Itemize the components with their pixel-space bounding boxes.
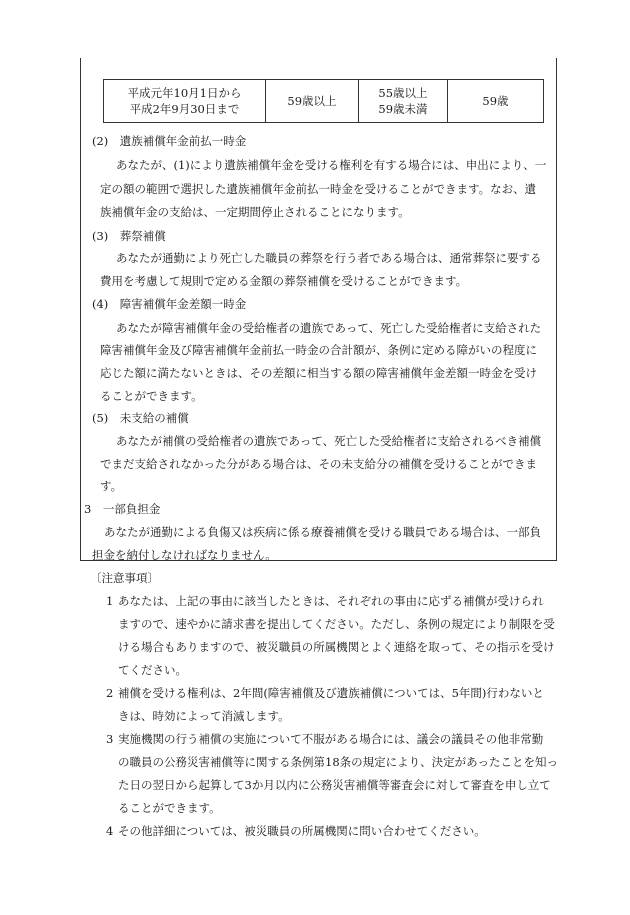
note-3-line-4: ることができます。 xyxy=(118,801,221,815)
item3-heading: (3) 葬祭補償 xyxy=(92,229,166,243)
table-row xyxy=(104,80,544,123)
item4-line-4: ることができます。 xyxy=(100,389,203,403)
age-cell-3-line-1: 55歳以上 xyxy=(378,86,428,100)
note-3-line-3: た日の翌日から起算して3か月以内に公務災害補償等審査会に対して審査を申し立て xyxy=(118,778,551,792)
item2-line-3: 族補償年金の支給は、一定期間停止されることになります。 xyxy=(100,205,410,219)
item2-line-2: 定の額の範囲で選択した遺族補償年金前払一時金を受けることができます。なお、遺 xyxy=(100,182,537,196)
item5-line-1: あなたが補償の受給権者の遺族であって、死亡した受給権者に支給されるべき補償 xyxy=(116,434,542,448)
item2-line-1: あなたが、(1)により遺族補償年金を受ける権利を有する場合には、申出により、一 xyxy=(116,158,547,172)
notes-heading: 〔注意事項〕 xyxy=(90,571,159,585)
note-3-line-1: 実施機関の行う補償の実施について不服がある場合には、議会の議員その他非常勤 xyxy=(118,732,544,746)
period-line-2: 平成2年9月30日まで xyxy=(129,102,240,116)
note-2-line-2: きは、時効によって消滅します。 xyxy=(118,709,290,723)
age-cell-2: 59歳以上 xyxy=(266,80,359,123)
section3-line-2: 担金を納付しなければなりません。 xyxy=(92,548,277,562)
item5-heading: (5) 未支給の補償 xyxy=(92,411,189,425)
note-2-number: 2 xyxy=(106,686,114,700)
item4-line-2: 障害補償年金及び障害補償年金前払一時金の合計額が、条例に定める障がいの程度に xyxy=(100,343,537,357)
age-cell-3-line-2: 59歳未満 xyxy=(378,102,428,116)
section3-line-1: あなたが通勤による負傷又は疾病に係る療養補償を受ける職員である場合は、一部負 xyxy=(104,525,541,539)
note-1-line-3: ける場合もありますので、被災職員の所属機関とよく連絡を取って、その指示を受け xyxy=(118,640,555,654)
age-table xyxy=(103,79,544,123)
item2-heading: (2) 遺族補償年金前払一時金 xyxy=(92,134,247,148)
note-3-number: 3 xyxy=(106,732,114,746)
note-1-line-2: ますので、速やかに請求書を提出してください。ただし、条例の規定により制限を受 xyxy=(118,617,555,631)
age-cell-4: 59歳 xyxy=(448,80,544,123)
item5-line-2: でまだ支給されなかった分がある場合は、その未支給分の補償を受けることができま xyxy=(100,457,537,471)
section3-heading: 3 一部負担金 xyxy=(84,502,161,516)
item4-heading: (4) 障害補償年金差額一時金 xyxy=(92,297,247,311)
note-1-line-4: てください。 xyxy=(118,663,187,677)
note-1-number: 1 xyxy=(106,594,114,608)
note-4-line-1: その他詳細については、被災職員の所属機関に問い合わせてください。 xyxy=(118,824,486,838)
item4-line-1: あなたが障害補償年金の受給権者の遺族であって、死亡した受給権者に支給された xyxy=(116,321,542,335)
age-cell-3 xyxy=(359,80,448,123)
item3-line-2: 費用を考慮して規則で定める金額の葬祭補償を受けることができます。 xyxy=(100,274,468,288)
period-cell xyxy=(104,80,266,123)
note-4-number: 4 xyxy=(106,824,114,838)
note-3-line-2: の職員の公務災害補償等に関する条例第18条の規定により、決定があったことを知っ xyxy=(118,755,559,769)
item4-line-3: 応じた額に満たないときは、その差額に相当する額の障害補償年金差額一時金を受け xyxy=(100,366,537,380)
item3-line-1: あなたが通勤により死亡した職員の葬祭を行う者である場合は、通常葬祭に要する xyxy=(116,251,542,265)
item5-line-3: す。 xyxy=(100,479,123,493)
note-2-line-1: 補償を受ける権利は、2年間(障害補償及び遺族補償については、5年間)行わないと xyxy=(118,686,544,700)
note-1-line-1: あなたは、上記の事由に該当したときは、それぞれの事由に応ずる補償が受けられ xyxy=(118,594,544,608)
period-line-1: 平成元年10月1日から xyxy=(127,86,242,100)
